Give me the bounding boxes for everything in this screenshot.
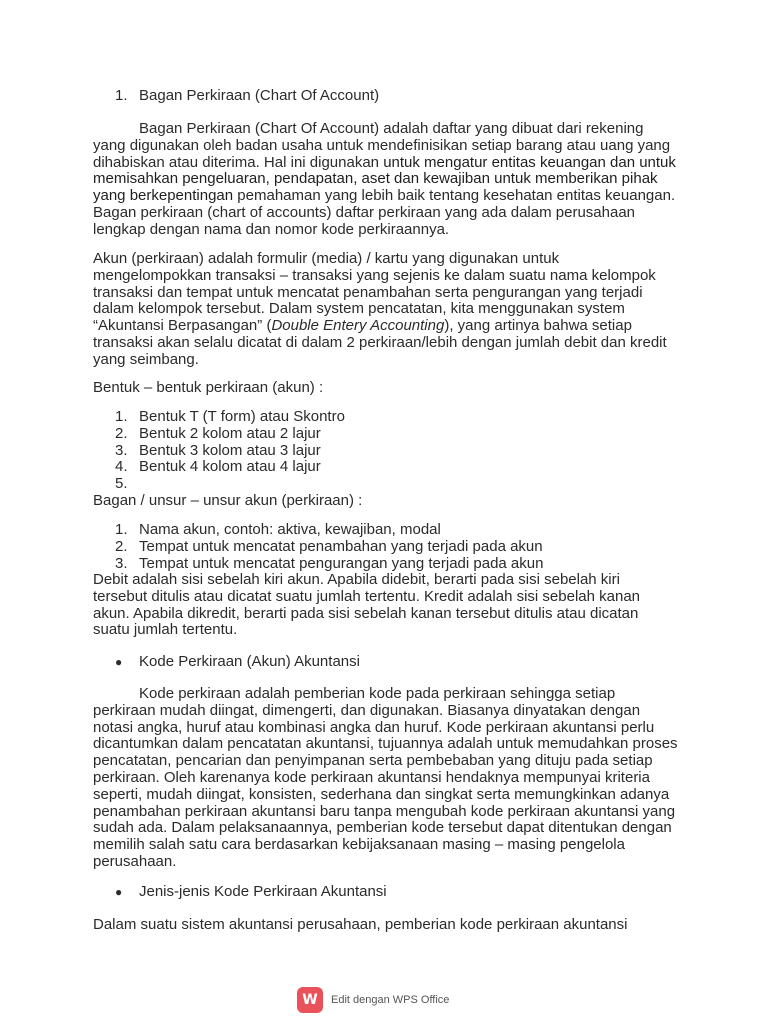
highlighted-text: untuk mengatur entitas keuangan dan untuk memisahkan pengeluaran, pendapatan, aset dan kewajiban untuk memberikan pihak yang berkepentingan <box>93 153 676 205</box>
list-number: 3. <box>115 554 128 572</box>
list-number: 3. <box>115 441 128 459</box>
paragraph-debit-kredit: Debit adalah sisi sebelah kiri akun. Apabila didebit, berarti pada sisi sebelah kiri tersebut ditulis atau dicatat suatu jumlah tertentu. Kredit adalah sisi sebelah kanan akun. Apabila dikredit, berarti pada sisi sebelah kanan tersebut ditulis atau dicatan suatu jumlah tertentu. <box>93 571 641 639</box>
bullet-heading-jenis <box>115 883 387 901</box>
paragraph-text: Bagan Perkiraan (Chart Of Account) adalah daftar yang dibuat dari rekening yang digunakan oleh badan usaha untuk mendefinisikan setiap barang atau uang yang dihabiskan atau diterima. Hal ini digunakan <box>93 120 671 171</box>
list-text: Bentuk 2 kolom atau 2 lajur <box>139 424 321 442</box>
list-text: Tempat untuk mencatat penambahan yang terjadi pada akun <box>139 537 543 555</box>
paragraph-akun <box>93 251 678 369</box>
wps-edit-link[interactable]: Edit dengan WPS Office <box>331 993 450 1006</box>
list-number: 2. <box>115 424 128 442</box>
list-text: Bentuk 3 kolom atau 3 lajur <box>139 441 321 459</box>
list-text: Bentuk T (T form) atau Skontro <box>139 408 345 425</box>
paragraph-sistem-akuntansi: Dalam suatu sistem akuntansi perusahaan, pemberian kode perkiraan akuntansi <box>93 916 628 933</box>
list-number: 4. <box>115 458 128 476</box>
list-number: 2. <box>115 537 128 555</box>
heading-number: 1. <box>115 87 128 104</box>
heading-text: Bagan Perkiraan (Chart Of Account) <box>139 87 380 104</box>
list-item <box>93 476 678 493</box>
list-number: 5. <box>115 475 128 493</box>
list-number: 1. <box>115 521 128 538</box>
list-item <box>93 539 678 556</box>
bullet-text: Kode Perkiraan (Akun) Akuntansi <box>139 653 360 670</box>
bullet-text: Jenis-jenis Kode Perkiraan Akuntansi <box>139 883 387 900</box>
bullet-icon: ● <box>115 655 123 669</box>
list-number: 1. <box>115 408 128 425</box>
paragraph-text: Akun (perkiraan) adalah formulir (media) / kartu yang digunakan untuk mengelompokkan transaksi – transaksi yang sejenis ke dalam suatu nama kelompok transaksi dan tempat untuk mencatat penambahan serta pengurangan yang terjadi dalam kelompok tersebut. Dalam system pencatatan, kita menggunakan system “Akuntansi Berpasangan” ( <box>93 250 656 335</box>
italic-term: Double Entery Accounting <box>271 317 445 335</box>
list-item <box>93 522 678 539</box>
unsur-title: Bagan / unsur – unsur akun (perkiraan) : <box>93 492 363 509</box>
list-text: Bentuk 4 kolom atau 4 lajur <box>139 458 321 476</box>
paragraph-text: ), yang artinya bahwa setiap transaksi akan selalu dicatat di dalam 2 perkiraan/lebih dengan jumlah debit dan kredit yang seimbang. <box>93 317 667 368</box>
bullet-icon: ● <box>115 885 123 899</box>
unsur-list <box>93 522 678 572</box>
list-item <box>93 443 678 460</box>
bentuk-list <box>93 409 678 493</box>
paragraph-text: pemahaman yang lebih baik tentang kesehatan entitas keuangan. Bagan perkiraan (chart of accounts) daftar perkiraan yang ada dalam perusahaan lengkap dengan nama dan nomor kode perkiraannya. <box>93 187 676 238</box>
section-heading-1 <box>115 87 380 105</box>
paragraph-chart-of-account <box>93 121 678 239</box>
bullet-heading-kode <box>115 653 360 671</box>
list-item <box>93 426 678 443</box>
list-text: Tempat untuk mencatat pengurangan yang terjadi pada akun <box>139 554 544 572</box>
list-item <box>93 459 678 476</box>
bentuk-title: Bentuk – bentuk perkiraan (akun) : <box>93 379 324 396</box>
list-item <box>93 409 678 426</box>
list-item <box>93 556 678 573</box>
paragraph-kode-perkiraan: Kode perkiraan adalah pemberian kode pada perkiraan sehingga setiap perkiraan mudah diingat, dimengerti, dan digunakan. Biasanya dinyatakan dengan notasi angka, huruf atau kombinasi angka dan huruf. Kode perkiraan akuntansi perlu dicantumkan dalam pencatatan akuntansi, tujuannya adalah untuk memudahkan proses pencatatan, pencarian dan penyimpanan serta pembebaban yang dituju pada setiap perkiraan. Oleh karenanya kode perkiraan akuntansi hendaknya mempunyai kriteria seperti, mudah diingat, konsisten, sederhana dan singkat serta memungkinkan adanya penambahan perkiraan akuntansi baru tanpa mengubah kode perkiraan akuntansi yang sudah ada. Dalam pelaksanaannya, pemberian kode tersebut dapat ditentukan dengan memilih salah satu cara berdasarkan kebijaksanaan masing – masing pengelola perusahaan. <box>93 685 678 870</box>
wps-edit-banner[interactable] <box>297 987 449 1013</box>
list-text: Nama akun, contoh: aktiva, kewajiban, modal <box>139 521 441 538</box>
wps-logo-icon: W <box>297 987 323 1013</box>
